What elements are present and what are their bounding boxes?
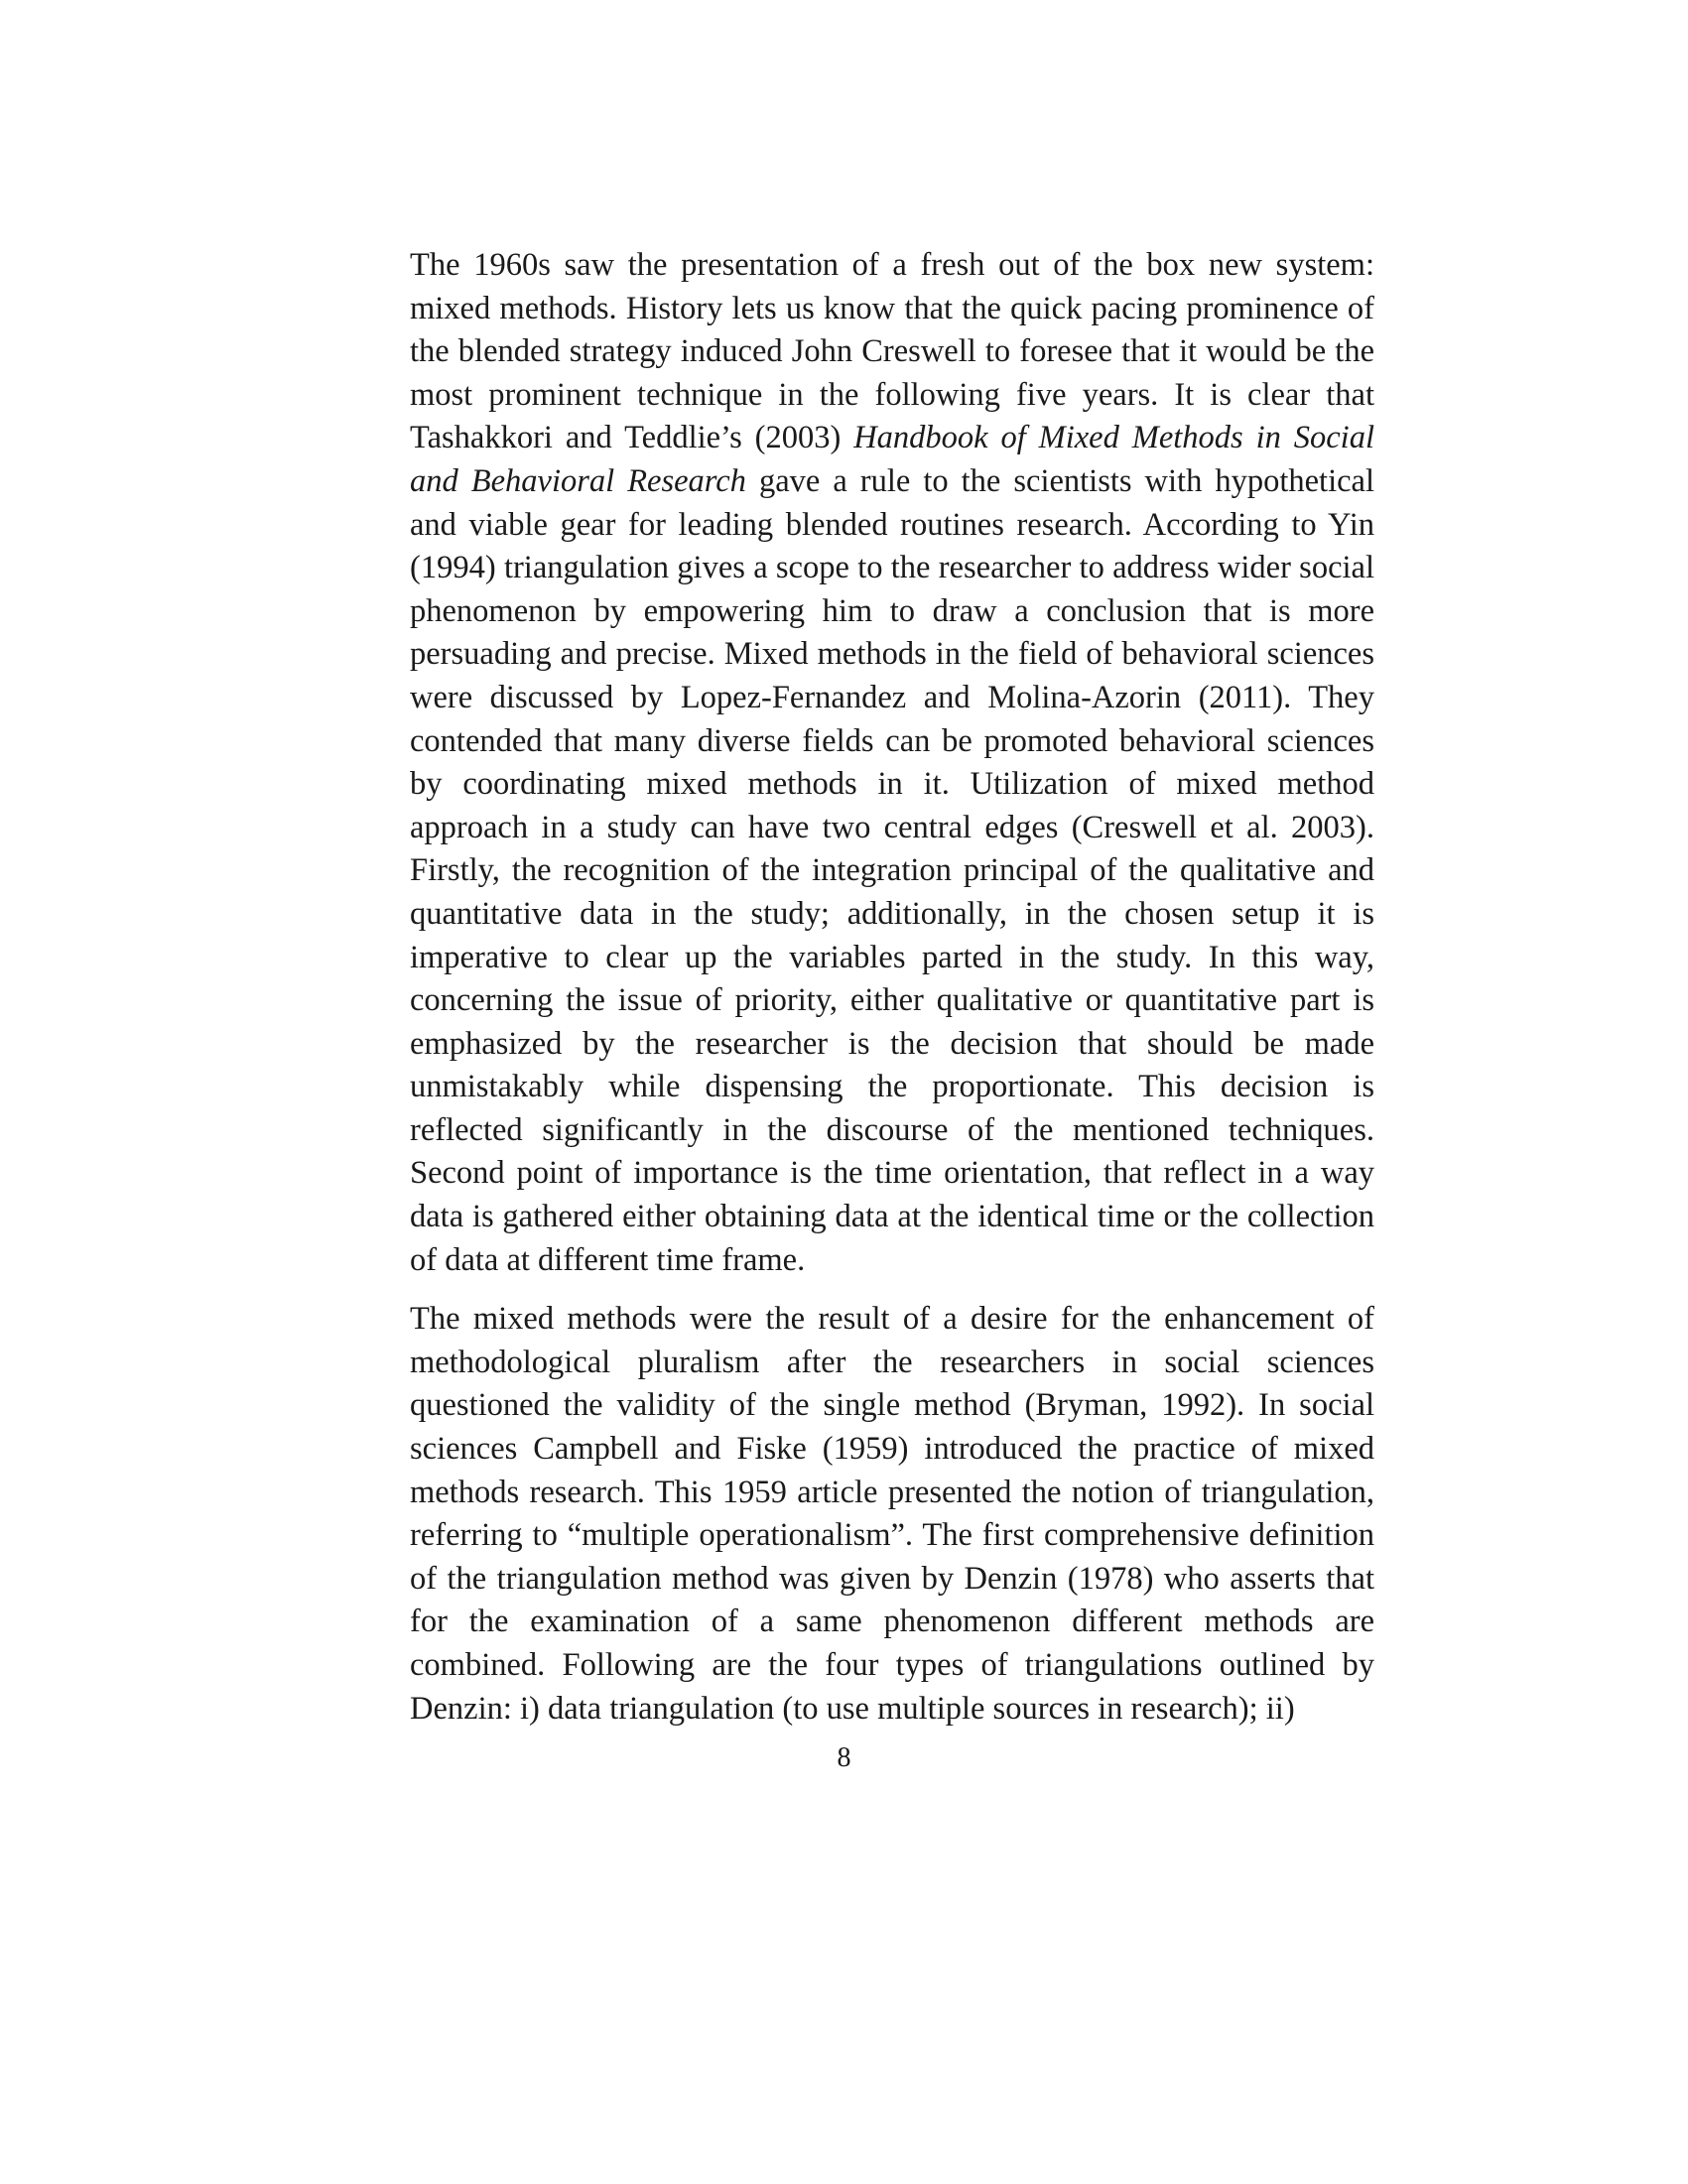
paragraph-1-text-run: The 1960s saw the presentation of a fresh out of the box new system: mixed methods. History lets us know that the quick pacing prominence of the blended strategy induced John Creswell to foresee that it would be the most prominent technique in the following five years. It is clear that Tashakkori and Teddlie’s (2003)	[410, 247, 1374, 456]
paragraph-2	[410, 1298, 1374, 1731]
paragraph-1-text-run: gave a rule to the scientists with hypothetical and viable gear for leading blended routines research. According to Yin (1994) triangulation gives a scope to the researcher to address wider social phenomenon by empowering him to draw a conclusion that is more persuading and precise. Mixed methods in the field of behavioral sciences were discussed by Lopez-Fernandez and Molina-Azorin (2011). They contended that many diverse fields can be promoted behavioral sciences by coordinating mixed methods in it. Utilization of mixed method approach in a study can have two central edges (Creswell et al. 2003). Firstly, the recognition of the integration principal of the qualitative and quantitative data in the study; additionally, in the chosen setup it is imperative to clear up the variables parted in the study. In this way, concerning the issue of priority, either qualitative or quantitative part is emphasized by the researcher is the decision that should be made unmistakably while dispensing the proportionate. This decision is reflected significantly in the discourse of the mentioned techniques. Second point of importance is the time orientation, that reflect in a way data is gathered either obtaining data at the identical time or the collection of data at different time frame.	[410, 462, 1374, 1278]
body-text	[410, 244, 1374, 1731]
page-number: 8	[837, 1742, 851, 1773]
paragraph-2-text-run: The mixed methods were the result of a desire for the enhancement of methodological pluralism after the researchers in social sciences questioned the validity of the single method (Bryman, 1992). In social sciences Campbell and Fiske (1959) introduced the practice of mixed methods research. This 1959 article presented the notion of triangulation, referring to “multiple operationalism”. The first comprehensive definition of the triangulation method was given by Denzin (1978) who asserts that for the examination of a same phenomenon different methods are combined. Following are the four types of triangulations outlined by Denzin: i) data triangulation (to use multiple sources in research); ii)	[410, 1301, 1374, 1727]
book-title-italic: Handbook of Mixed Methods in Social and Behavioral Research	[410, 420, 1374, 499]
paragraph-1	[410, 244, 1374, 1282]
